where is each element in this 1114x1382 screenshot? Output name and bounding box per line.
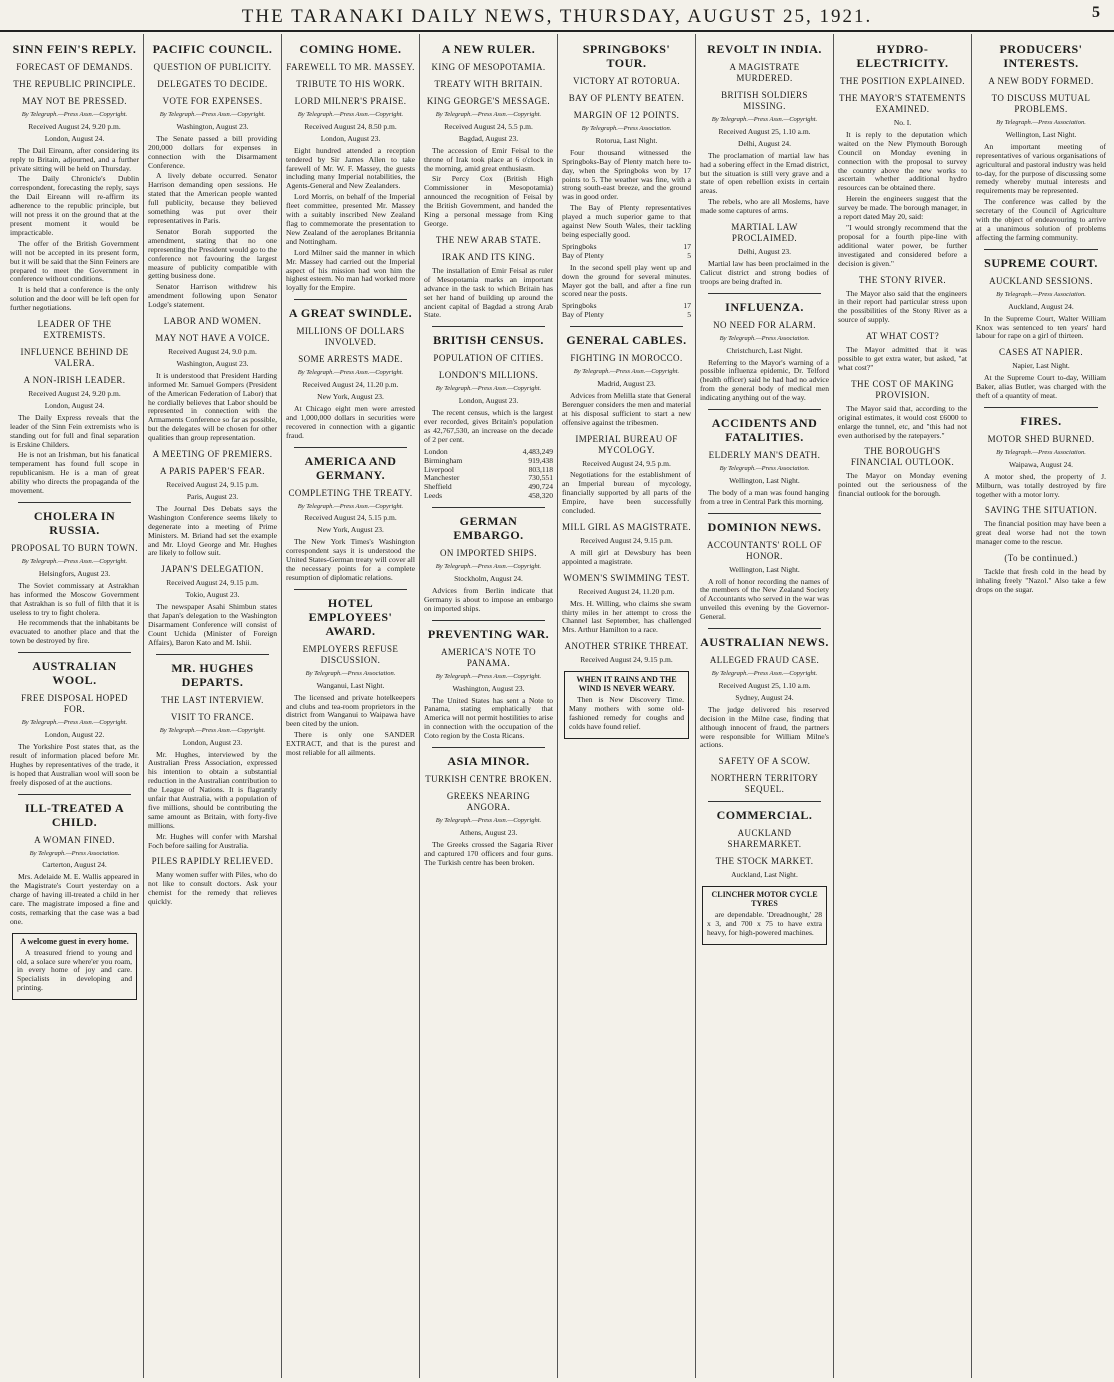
paragraph: The Senate passed a bill providing 200,000 dollars for expenses in connection with the Disarmament Conference. (148, 133, 277, 170)
subheading: MARGIN OF 12 POINTS. (573, 110, 680, 120)
section-divider (708, 628, 821, 629)
section-divider (294, 447, 407, 448)
subheading: (To be continued.) (1004, 553, 1078, 564)
column-2 (144, 34, 282, 1378)
article-columns (6, 34, 1110, 1378)
received-line: Bagdad, August 23. (458, 133, 519, 143)
subheading: THE REPUBLIC PRINCIPLE. (13, 79, 136, 89)
received-line: Wellington, Last Night. (729, 564, 800, 574)
table-row (562, 311, 691, 320)
row-value: 458,320 (528, 491, 553, 501)
paragraph: Lord Milner said the manner in which Mr. Massey had carried out the Imperial aspect of his mission had won him the highest esteem. No man had worked more loyally for the Empire. (286, 247, 415, 293)
paragraph: He is not an Irishman, but his fanatical temperament has found full scope in republicanism. He is a man of great ability who directs the propaganda of the movement. (10, 450, 139, 496)
subheading: ACCOUNTANTS' ROLL OF HONOR. (706, 539, 823, 561)
paragraph: The newspaper Asahi Shimbun states that Japan's delegation to the Washington Disarmament Conference will consist of Count Uchida (Minister of Foreign Affairs), Baron Kato and M. Ishii. (148, 602, 277, 647)
subheading: VISIT TO FRANCE. (170, 711, 255, 722)
paragraph: The accession of Emir Feisal to the throne of Irak took place at 6 o'clock in the morning, amid great enthusiasm. (424, 145, 553, 173)
headline: HYDRO-ELECTRICITY. (856, 42, 949, 70)
dateline-credit: By Telegraph.—Press Assn.—Copyright. (21, 558, 128, 565)
row-value: 4,483,249 (522, 446, 553, 456)
paragraph: Eight hundred attended a reception tendered by Sir James Allen to take farewell of Mr. W. F. Massey, the guests including many Imperial notabilities, the Agents-General and New Zealanders. (286, 145, 415, 191)
row-value: 490,724 (528, 482, 553, 492)
section-divider (18, 794, 131, 795)
paragraph: "I would strongly recommend that the proposal for a fourth pipe-line with additional water power, be further investigated and considered before a decision is given." (838, 222, 967, 268)
received-line: Auckland, Last Night. (731, 870, 798, 880)
row-label: London (424, 446, 448, 456)
subheading: THE NEW ARAB STATE. (435, 234, 542, 245)
received-line: Received August 24, 11.20 p.m. (578, 586, 675, 596)
subheading: ELDERLY MAN'S DEATH. (708, 450, 821, 461)
results-table (562, 243, 691, 261)
received-line: London, August 22. (44, 730, 105, 740)
paragraph: The Daily Chronicle's Dublin correspondent, forecasting the reply, says the Dail Eireann will re-affirm its adherence to the republic principle, but will not press it on the ground that at the present moment it would be impracticable. (10, 174, 139, 237)
advertisement-text: are dependable. 'Dreadnought,' 28 x 3, and 700 x 75 to have extra heavy, for high-powered machines. (707, 910, 822, 937)
dateline-credit: By Telegraph.—Press Assn.—Copyright. (435, 385, 542, 393)
row-label: Birmingham (424, 455, 463, 465)
section-divider (984, 407, 1098, 408)
section-divider (432, 507, 545, 508)
subheading: A NEW BODY FORMED. (988, 76, 1094, 86)
paragraph: The Dail Eireann, after considering its reply to Britain, adjourned, and a further private sitting will be held on Thursday. (10, 145, 139, 173)
received-line: Received August 24, 5.15 p.m. (304, 513, 397, 523)
paragraph: Many women suffer with Piles, who do not like to consult doctors. Ask your chemist for the remedy that relieves quickly. (148, 870, 277, 907)
subheading: WOMEN'S SWIMMING TEST. (563, 572, 690, 583)
column-4 (420, 34, 558, 1378)
paragraph: Advices from Berlin indicate that Germany is about to impose an embargo on imported ships. (424, 586, 553, 613)
headline: DOMINION NEWS. (707, 519, 822, 534)
advertisement (564, 671, 689, 738)
subheading: AMERICA'S NOTE TO PANAMA. (440, 646, 537, 668)
subheading: AT WHAT COST? (865, 331, 940, 342)
paragraph: The conference was called by the secretary of the Council of Agriculture with the object of endeavouring to arrive at a unanimous solution of problems affecting the farming community. (976, 197, 1106, 242)
section-divider (432, 326, 545, 327)
advertisement-text: A treasured friend to young and old, a solace sure where'er you roam, in every home of joy and care. Specialists in developing and printing. (17, 947, 132, 993)
row-label: Bay of Plenty (562, 250, 604, 260)
dateline-credit: By Telegraph.—Press Assn.—Copyright. (435, 111, 542, 118)
row-value: 5 (687, 250, 691, 260)
received-line: Delhi, August 24. (738, 138, 791, 148)
received-line: Received August 24, 9.0 p.m. (168, 347, 257, 357)
section-divider (432, 620, 545, 621)
subheading: SOME ARRESTS MADE. (298, 354, 403, 365)
paragraph: Four thousand witnessed the Springboks-Bay of Plenty match here to-day, when the Springboks won by 17 points to 5. The weather was fine, with a strong south-east breeze, and the ground was in good order. (562, 147, 691, 202)
paragraph: Referring to the Mayor's warning of a possible influenza epidemic, Dr. Telford (health officer) said he had had no advice from the general body of medical men indicating anything out of the way. (700, 357, 829, 403)
paragraph: Mr. Hughes, interviewed by the Australian Press Association, expressed his intention to obtain a substantial reduction in the Australian contribution to the League of Nations. It is flagrantly unfair that Australia, with a population of five millions, should be contributing the same amount as Britain, with forty-five millions. (148, 749, 277, 830)
paragraph: An important meeting of representatives of various organisations of agricultural and pastoral industry was held to-day, for the purpose of discussing some remedy whereby mutual interests and requirements may be represented. (976, 141, 1106, 196)
received-line: New York, August 23. (317, 392, 384, 402)
subheading: TREATY WITH BRITAIN. (434, 79, 543, 89)
column-8 (972, 34, 1110, 1378)
received-line: Auckland, August 24. (1008, 301, 1074, 311)
received-line: Received August 24, 9.20 p.m. (28, 121, 121, 131)
received-line: Athens, August 23. (459, 827, 518, 837)
section-divider (432, 747, 545, 748)
subheading: LABOR AND WOMEN. (163, 316, 262, 327)
received-line: Received August 24, 9.5 p.m. (582, 458, 671, 468)
headline: SUPREME COURT. (984, 255, 1098, 270)
subheading: KING OF MESOPOTAMIA. (431, 62, 546, 72)
paragraph: Lord Morris, on behalf of the Imperial fleet committee, presented Mr. Massey with a suitably inscribed New Zealand flag to commemorate the presentation to New Zealand of the aeroplanes Britannia and Nottingham. (286, 192, 415, 246)
row-value: 17 (683, 241, 691, 251)
subheading: MOTOR SHED BURNED. (987, 433, 1095, 444)
page-number: 5 (1092, 4, 1100, 21)
headline: AUSTRALIAN NEWS. (700, 635, 829, 650)
row-value: 17 (683, 301, 691, 311)
subheading: IMPERIAL BUREAU OF MYCOLOGY. (575, 433, 678, 455)
paragraph: At Chicago eight men were arrested and 1,000,000 dollars in securities were recovered in connection with a gigantic fraud. (286, 403, 415, 440)
subheading: THE STOCK MARKET. (715, 856, 814, 867)
subheading: SAVING THE SITUATION. (984, 505, 1098, 516)
subheading: THE BOROUGH'S FINANCIAL OUTLOOK. (850, 446, 955, 468)
section-divider (156, 654, 269, 655)
paragraph: A mill girl at Dewsbury has been appointed a magistrate. (562, 547, 691, 566)
subheading: A PARIS PAPER'S FEAR. (160, 466, 265, 477)
paragraph: Mrs. H. Willing, who claims she swam thirty miles in her attempt to cross the Channel last September, has challenged Mrs. Arthur Hamilton to a race. (562, 598, 691, 635)
subheading: THE STONY RIVER. (858, 274, 947, 285)
headline: ACCIDENTS AND FATALITIES. (711, 416, 818, 445)
received-line: London, August 24. (44, 400, 105, 410)
received-line: Washington, August 23. (176, 121, 249, 131)
subheading: LONDON'S MILLIONS. (438, 370, 539, 381)
subheading: VICTORY AT ROTORUA. (572, 76, 681, 86)
section-divider (708, 801, 821, 802)
received-line: No. I. (893, 118, 912, 127)
paragraph: In the second spell play went up and down the ground for several minutes. Mayer got the ball, and after a fine run scored near the posts. (562, 262, 691, 299)
advertisement (702, 886, 827, 945)
subheading: EMPLOYERS REFUSE DISCUSSION. (302, 643, 399, 665)
paragraph: A motor shed, the property of J. Milburn, was totally destroyed by fire together with a motor lorry. (976, 471, 1106, 499)
paragraph: The offer of the British Government will not be accepted in its present form, but it will be said that the Sinn Feiners are prepared to meet the Government in conference without conditions. (10, 238, 139, 284)
row-label: Liverpool (424, 464, 454, 474)
headline: AUSTRALIAN WOOL. (32, 659, 117, 688)
received-line: Received August 24, 8.50 p.m. (304, 121, 397, 131)
masthead-title: THE TARANAKI DAILY NEWS, THURSDAY, AUGUST 25, 1921. (241, 6, 873, 27)
dateline-credit: By Telegraph.—Press Assn.—Copyright. (711, 116, 818, 123)
paragraph: The Mayor said that, according to the original estimates, it would cost £6000 to enlarge the tunnel, etc, and "this had not even authorised by the ratepayers." (838, 403, 967, 440)
results-table (562, 302, 691, 320)
subheading: FREE DISPOSAL HOPED FOR. (21, 693, 128, 715)
paragraph: It is reply to the deputation which waited on the New Plymouth Borough Council on Monday evening in connection with the proposal to survey the country above the new works to ascertain whether additional hydro resources can be obtained there. (838, 129, 967, 193)
paragraph: The Daily Express reveals that the leader of the Sinn Fein extremists who is standing out for full and final separation is Erskine Childers. (10, 412, 139, 449)
column-7 (834, 34, 972, 1378)
headline: PRODUCERS' INTERESTS. (999, 42, 1083, 70)
paragraph: The recent census, which is the largest ever recorded, gives Britain's population as 42,767,530, an increase on the decade of 2 per cent. (424, 408, 553, 444)
received-line: Received August 25, 1.10 a.m. (718, 681, 811, 690)
received-line: Napier, Last Night. (1012, 361, 1070, 371)
dateline-credit: By Telegraph.—Press Assn.—Copyright. (159, 726, 266, 734)
subheading: KING GEORGE'S MESSAGE. (426, 96, 551, 106)
paragraph: The installation of Emir Feisal as ruler of Mesopotamia marks an important advance in the task to which Britain has set her hand of building up around the ancient capital of Bagdad a strong Arab State. (424, 265, 553, 320)
paragraph: The financial position may have been a great deal worse had not the town manager come to the rescue. (976, 519, 1106, 547)
subheading: AUCKLAND SESSIONS. (989, 275, 1093, 286)
section-divider (18, 502, 131, 503)
row-label: Manchester (424, 473, 460, 483)
paragraph: He recommends that the inhabitants be evacuated to another place and that the town be destroyed by fire. (10, 618, 139, 646)
headline: GENERAL CABLES. (566, 333, 687, 348)
section-divider (708, 513, 821, 514)
subheading: A MEETING OF PREMIERS. (152, 449, 273, 460)
paragraph: The New York Times's Washington correspondent says it is understood the United States-German treaty will cover all the necessary points for a complete resumption of diplomatic relations. (286, 537, 415, 582)
received-line: Waipawa, August 24. (1009, 459, 1073, 469)
received-line: London, August 23. (182, 737, 243, 747)
paragraph: Mr. Hughes will confer with Marshal Foch before sailing for Australia. (148, 831, 277, 850)
masthead (0, 0, 1114, 32)
paragraph: A lively debate occurred. Senator Harrison demanding open sessions. He stated that the American people wanted full publicity, because they believed something was put over their representatives in Paris. (148, 171, 277, 225)
received-line: London, August 23. (320, 133, 381, 143)
subheading: BAY OF PLENTY BEATEN. (568, 93, 685, 103)
received-line: London, August 23. (458, 396, 519, 406)
received-line: Delhi, August 23. (738, 247, 791, 257)
paragraph: Senator Borah supported the amendment, stating that no one representing the President would go to the conference not favouring the largest measure of publicity compatible with getting business done. (148, 226, 277, 281)
headline: A GREAT SWINDLE. (288, 306, 413, 321)
dateline-credit: By Telegraph.—Press Association. (29, 849, 120, 857)
subheading: IRAK AND ITS KING. (441, 251, 536, 262)
dateline-credit: By Telegraph.—Press Assn.—Copyright. (21, 111, 128, 118)
paragraph: At the Supreme Court to-day, William Baker, alias Butler, was charged with the theft of a quantity of meat. (976, 373, 1106, 401)
headline: BRITISH CENSUS. (433, 333, 544, 348)
subheading: DELEGATES TO DECIDE. (157, 79, 268, 89)
row-value: 730,551 (528, 473, 553, 483)
subheading: FAREWELL TO MR. MASSEY. (286, 62, 415, 72)
subheading: ANOTHER STRIKE THREAT. (564, 641, 689, 652)
headline: COMING HOME. (299, 42, 402, 56)
received-line: Wellington, Last Night. (1005, 129, 1077, 139)
paragraph: The Journal Des Debats says the Washington Conference seems likely to degenerate into a meeting of Prime Ministers. M. Briand had set the example and Mr. Lloyd George and Mr. Hughes are likely to follow suit. (148, 503, 277, 558)
headline: FIRES. (1020, 413, 1062, 428)
received-line: Washington, August 23. (452, 683, 525, 693)
paragraph: Senator Harrison withdrew his amendment following upon Senator Lodge's statement. (148, 282, 277, 310)
received-line: Sydney, August 24. (735, 692, 794, 702)
subheading: TURKISH CENTRE BROKEN. (425, 774, 552, 785)
subheading: NORTHERN TERRITORY SEQUEL. (710, 773, 819, 795)
paragraph: The Yorkshire Post states that, as the result of information placed before Mr. Hughes by representatives of the trade, it is hoped that Australian wool will soon be freely disposed of at the auctions. (10, 741, 139, 787)
paragraph: The licensed and private hotelkeepers and clubs and tea-room proprietors in the district from Wanganui to Waipawa have been cited by the union. (286, 692, 415, 729)
section-divider (984, 249, 1098, 250)
subheading: VOTE FOR EXPENSES. (162, 96, 263, 106)
received-line: Carterton, August 24. (42, 860, 107, 870)
subheading: MILL GIRL AS MAGISTRATE. (562, 522, 691, 532)
paragraph: Mrs. Adelaide M. E. Wallis appeared in the Magistrate's Court yesterday on a charge of having ill-treated a child in her care. The magistrate imposed a fine and costs, remarking that the case was a bad one. (10, 872, 139, 926)
row-label: Springboks (562, 301, 597, 311)
paragraph: The body of a man was found hanging from a tree in Central Park this morning. (700, 487, 829, 506)
subheading: COMPLETING THE TREATY. (288, 487, 413, 498)
headline: CHOLERA IN RUSSIA. (33, 509, 116, 537)
subheading: AUCKLAND SHAREMARKET. (727, 828, 802, 850)
paragraph: It is held that a conference is the only solution and the door will be left open for further negotiations. (10, 285, 139, 313)
paragraph: Negotiations for the establishment of an Imperial bureau of mycology, financially supported by all parts of the Empire, have been successfully concluded. (562, 470, 691, 516)
paragraph: The judge delivered his reserved decision in the Milne case, finding that although innocent of fraud, the partners were responsible for William Milne's actions. (700, 704, 829, 750)
subheading: THE POSITION EXPLAINED. (840, 76, 965, 86)
subheading: PILES RAPIDLY RELIEVED. (151, 856, 274, 867)
paragraph: Tackle that fresh cold in the head by inhaling freely "Nazol." Also take a few drops on the sugar. (976, 567, 1106, 594)
subheading: NO NEED FOR ALARM. (713, 319, 816, 330)
subheading: MARTIAL LAW PROCLAIMED. (731, 222, 798, 244)
table-row (424, 492, 553, 501)
results-table (424, 448, 553, 501)
received-line: Received August 24, 9.15 p.m. (166, 578, 259, 588)
headline: A NEW RULER. (441, 42, 536, 56)
paragraph: Sir Percy Cox (British High Commissioner in Mesopotamia) announced the recognition of Feisal by the British Government, and handed the King a personal message from King George. (424, 174, 553, 228)
received-line: Christchurch, Last Night. (726, 345, 803, 355)
section-divider (708, 409, 821, 410)
section-divider (570, 326, 683, 327)
headline: SINN FEIN'S REPLY. (12, 42, 137, 56)
received-line: Received August 24, 5.5 p.m. (444, 121, 533, 131)
headline: SPRINGBOKS' TOUR. (582, 42, 671, 70)
paragraph: The United States has sent a Note to Panama, stating emphatically that America will not permit hostilities to arise in connection with the occupation of the Coto region by the Costa Ricans. (424, 695, 553, 741)
received-line: Received August 24, 9.20 p.m. (28, 389, 121, 399)
row-value: 5 (687, 310, 691, 320)
paragraph: The Bay of Plenty representatives played a much superior game to that against New South Wales, their tackling being especially good. (562, 203, 691, 239)
paragraph: The Mayor on Monday evening pointed out the seriousness of the financial outlook for the borough. (838, 471, 967, 499)
subheading: MILLIONS OF DOLLARS INVOLVED. (296, 326, 405, 348)
subheading: MAY NOT BE PRESSED. (22, 96, 127, 106)
subheading: SAFETY OF A SCOW. (718, 756, 811, 767)
subheading: FORECAST OF DEMANDS. (16, 62, 133, 72)
subheading: PROPOSAL TO BURN TOWN. (11, 543, 138, 553)
dateline-credit: By Telegraph.—Press Assn.—Copyright. (159, 111, 266, 118)
paragraph: The Greeks crossed the Sagaria River and captured 170 officers and four guns. The Turkish centre has been broken. (424, 839, 553, 867)
headline: REVOLT IN INDIA. (707, 42, 822, 56)
received-line: Wellington, Last Night. (729, 475, 800, 485)
dateline-credit: By Telegraph.—Press Assn.—Copyright. (297, 369, 404, 377)
row-value: 919,438 (528, 455, 553, 465)
subheading: A WOMAN FINED. (34, 834, 115, 845)
received-line: Helsingfors, August 23. (38, 568, 111, 578)
dateline-credit: By Telegraph.—Press Association. (305, 669, 396, 677)
dateline-credit: By Telegraph.—Press Assn.—Copyright. (711, 670, 818, 678)
paragraph: Advices from Melilla state that General Berenguer considers the men and material at his disposal sufficient to start a new offensive against the tribesmen. (562, 390, 691, 427)
received-line: London, August 24. (44, 133, 105, 143)
table-row (562, 252, 691, 261)
received-line: New York, August 23. (317, 525, 384, 535)
received-line: Tokio, August 23. (185, 590, 240, 600)
column-3 (282, 34, 420, 1378)
advertisement-heading: A welcome guest in every home. (20, 936, 129, 946)
dateline-credit: By Telegraph.—Press Assn.—Copyright. (435, 817, 542, 825)
received-line: Wanganui, Last Night. (316, 680, 385, 690)
advertisement-heading: CLINCHER MOTOR CYCLE TYRES (711, 890, 818, 909)
received-line: Received August 24, 9.15 p.m. (166, 480, 259, 490)
dateline-credit: By Telegraph.—Press Association. (581, 125, 672, 132)
subheading: LORD MILNER'S PRAISE. (294, 96, 407, 106)
received-line: Received August 24, 9.15 p.m. (580, 655, 673, 665)
subheading: A NON-IRISH LEADER. (23, 375, 126, 386)
row-label: Sheffield (424, 482, 452, 492)
headline: PREVENTING WAR. (427, 626, 550, 641)
subheading: TO DISCUSS MUTUAL PROBLEMS. (991, 93, 1091, 114)
dateline-credit: By Telegraph.—Press Association. (719, 334, 810, 342)
subheading: BRITISH SOLDIERS MISSING. (721, 90, 808, 111)
subheading: ON IMPORTED SHIPS. (440, 548, 537, 559)
received-line: Madrid, August 23. (597, 379, 656, 389)
received-line: Received August 25, 1.10 a.m. (718, 126, 811, 136)
subheading: CASES AT NAPIER. (998, 347, 1083, 358)
subheading: QUESTION OF PUBLICITY. (153, 62, 272, 72)
subheading: TRIBUTE TO HIS WORK. (296, 79, 405, 89)
paragraph: The Soviet commissary at Astrakhan has informed the Moscow Government that Astrakhan is so full of filth that it is useless to try to fight cholera. (10, 580, 139, 617)
paragraph: The Mayor admitted that it was possible to get extra water, but asked, "at what cost?" (838, 345, 967, 372)
paragraph: The Mayor also said that the engineers in their report had particular stress upon the possibilities of the Stony River as a source of supply. (838, 288, 967, 325)
paragraph: There is only one SANDER EXTRACT, and that is the purest and most reliable for all ailments. (286, 730, 415, 758)
headline: MR. HUGHES DEPARTS. (171, 660, 254, 689)
dateline-credit: By Telegraph.—Press Association. (996, 290, 1086, 298)
headline: ILL-TREATED A CHILD. (24, 800, 125, 829)
paragraph: Herein the engineers suggest that the survey be made. The borough manager, in a report dated May 20, said: (838, 194, 967, 222)
dateline-credit: By Telegraph.—Press Assn.—Copyright. (573, 368, 680, 376)
received-line: Washington, August 23. (176, 358, 249, 368)
headline: AMERICA AND GERMANY. (304, 453, 397, 482)
subheading: GREEKS NEARING ANGORA. (446, 791, 531, 813)
subheading: THE MAYOR'S STATEMENTS EXAMINED. (839, 93, 966, 114)
subheading: LEADER OF THE EXTREMISTS. (37, 319, 112, 341)
subheading: THE LAST INTERVIEW. (161, 694, 264, 705)
subheading: MAY NOT HAVE A VOICE. (155, 333, 270, 344)
subheading: INFLUENCE BEHIND DE VALERA. (20, 347, 129, 369)
paragraph: Martial law has been proclaimed in the Calicut district and strong bodies of troops are being drafted in. (700, 258, 829, 286)
subheading: POPULATION OF CITIES. (433, 353, 544, 364)
subheading: A MAGISTRATE MURDERED. (729, 62, 800, 83)
column-6 (696, 34, 834, 1378)
headline: HOTEL EMPLOYEES' AWARD. (308, 595, 393, 638)
received-line: Received August 24, 11.20 p.m. (302, 380, 399, 390)
received-line: Stockholm, August 24. (454, 574, 523, 584)
received-line: Rotorua, Last Night. (595, 135, 658, 145)
column-5 (558, 34, 696, 1378)
paragraph: The rebels, who are all Moslems, have made some captures of arms. (700, 197, 829, 216)
section-divider (708, 293, 821, 294)
headline: INFLUENZA. (725, 299, 804, 314)
paragraph: In the Supreme Court, Walter William Knox was sentenced to ten years' hard labour for rape on a girl of thirteen. (976, 313, 1106, 341)
row-label: Springboks (562, 241, 597, 251)
subheading: JAPAN'S DELEGATION. (161, 564, 264, 575)
row-value: 803,118 (528, 464, 553, 474)
dateline-credit: By Telegraph.—Press Assn.—Copyright. (297, 111, 404, 118)
paragraph: The proclamation of martial law has had a sobering effect in the Ernad district, but the situation is still very grave and a state of open rebellion exists in certain areas. (700, 150, 829, 196)
headline: ASIA MINOR. (447, 754, 530, 769)
advertisement (12, 933, 137, 1000)
subheading: ALLEGED FRAUD CASE. (709, 655, 820, 666)
section-divider (18, 652, 131, 653)
headline: COMMERCIAL. (716, 808, 813, 823)
dateline-credit: By Telegraph.—Press Association. (996, 448, 1086, 456)
headline: GERMAN EMBARGO. (453, 514, 524, 543)
paragraph: It is understood that President Harding informed Mr. Samuel Gompers (President of the American Federation of Labor) that he cordially believes that Labor should be represented in connection with the Armaments Conference so far as possible, but the delegates will be chosen for other qualities than group representation. (148, 370, 277, 443)
dateline-credit: By Telegraph.—Press Association. (996, 119, 1086, 126)
subheading: FIGHTING IN MOROCCO. (570, 353, 683, 364)
column-1 (6, 34, 144, 1378)
headline: PACIFIC COUNCIL. (152, 42, 273, 56)
advertisement-heading: WHEN IT RAINS AND THE WIND IS NEVER WEARY. (576, 675, 677, 694)
dateline-credit: By Telegraph.—Press Assn.—Copyright. (21, 719, 128, 727)
dateline-credit: By Telegraph.—Press Association. (719, 465, 810, 473)
received-line: Received August 24, 9.15 p.m. (580, 536, 673, 545)
dateline-credit: By Telegraph.—Press Assn.—Copyright. (435, 563, 542, 571)
received-line: Paris, August 23. (186, 492, 239, 501)
advertisement-text: Then is New Discovery Time. Many mothers with some old-fashioned remedy for coughs and colds have found relief. (569, 694, 684, 731)
row-label: Bay of Plenty (562, 310, 604, 320)
section-divider (294, 589, 407, 590)
row-label: Leeds (424, 491, 443, 501)
dateline-credit: By Telegraph.—Press Assn.—Copyright. (297, 502, 404, 510)
dateline-credit: By Telegraph.—Press Assn.—Copyright. (435, 672, 542, 680)
subheading: THE COST OF MAKING PROVISION. (851, 378, 954, 400)
section-divider (294, 299, 407, 300)
paragraph: A roll of honor recording the names of the members of the New Zealand Society of Accountants who served in the war was unveiled this evening by the Governor-General. (700, 576, 829, 622)
